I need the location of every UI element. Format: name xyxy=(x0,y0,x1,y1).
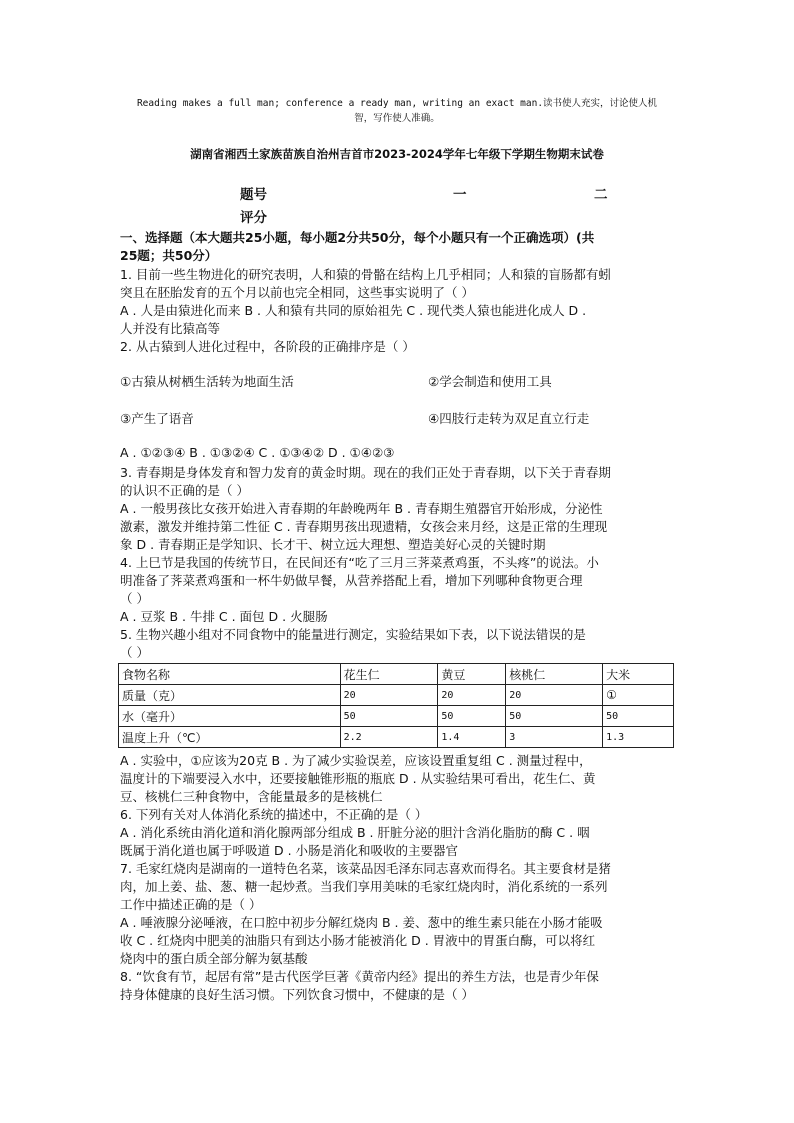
question-2-choices: A . ①②③④ B . ①③②④ C . ①③④② D . ①④②③ xyxy=(120,445,395,460)
question-2-option-2: ②学会制造和使用工具 xyxy=(428,374,552,389)
table-cell: 20 xyxy=(340,685,438,706)
question-3-choices: 象 D . 青春期正是学知识、长才干、树立远大理想、塑造美好心灵的关键时期 xyxy=(120,537,546,552)
table-cell: 大米 xyxy=(603,664,674,685)
table-cell: 50 xyxy=(506,706,603,727)
table-cell: 2.2 xyxy=(340,727,438,748)
table-row xyxy=(119,706,674,727)
question-7-choices: A . 唾液腺分泌唾液，在口腔中初步分解红烧肉 B . 姜、葱中的维生素只能在小肠才能吸 xyxy=(120,915,603,930)
question-5-choices: 豆、核桃仁三种食物中，含能量最多的是核桃仁 xyxy=(120,789,383,804)
question-8-line: 8. “饮食有节，起居有常”是古代医学巨著《黄帝内经》提出的养生方法，也是青少年保 xyxy=(120,969,599,984)
score-table-col-1: 一 xyxy=(453,187,467,203)
question-5-stem: （ ） xyxy=(120,645,149,660)
exam-title: 湖南省湘西土家族苗族自治州吉首市2023-2024学年七年级下学期生物期末试卷 xyxy=(190,147,604,161)
question-1-choices: A . 人是由猿进化而来 B . 人和猿有共同的原始祖先 C . 现代类人猿也能进化成人 D . xyxy=(120,303,587,318)
table-cell: 50 xyxy=(603,706,674,727)
question-6-choices: A . 消化系统由消化道和消化腺两部分组成 B . 肝脏分泌的胆汁含消化脂肪的酶 C . 咽 xyxy=(120,825,590,840)
question-3-choices: A . 一般男孩比女孩开始进入青春期的年龄晚两年 B . 青春期生殖器官开始形成，分泌性 xyxy=(120,501,603,516)
score-table-col-2: 二 xyxy=(594,187,608,203)
table-cell: 20 xyxy=(506,685,603,706)
question-3-line: 3. 青春期是身体发育和智力发育的黄金时期。现在的我们正处于青春期，以下关于青春期 xyxy=(120,465,611,480)
header-quote: Reading makes a full man; conference a ready man, writing an exact man.读书使人充实，讨论使人机智，写作使人准确。 xyxy=(136,98,658,124)
question-4-choices: A . 豆浆 B . 牛排 C . 面包 D . 火腿肠 xyxy=(120,609,328,624)
question-4-line: 4. 上巳节是我国的传统节日，在民间还有“吃了三月三荠菜煮鸡蛋，不头疼”的说法。小 xyxy=(120,555,599,570)
question-1-choices: 人并没有比猿高等 xyxy=(120,321,221,336)
table-row xyxy=(119,685,674,706)
question-2-option-3: ③产生了语音 xyxy=(120,411,194,426)
table-cell: 食物名称 xyxy=(119,664,341,685)
table-cell: 水（毫升） xyxy=(119,706,341,727)
table-cell: 质量（克） xyxy=(119,685,341,706)
question-5-choices: 温度计的下端要浸入水中，还要接触锥形瓶的瓶底 D . 从实验结果可看出，花生仁、黄 xyxy=(120,771,596,786)
question-7-choices: 收 C . 红烧肉中肥美的油脂只有到达小肠才能被消化 D . 胃液中的胃蛋白酶，可以将红 xyxy=(120,933,596,948)
table-cell: 1.4 xyxy=(438,727,506,748)
question-3-line: 的认识不正确的是（ ） xyxy=(120,483,249,498)
question-5-choices: A . 实验中，①应该为20克 B . 为了减少实验误差，应该设置重复组 C . 测量过程中， xyxy=(120,753,592,768)
question-2-option-1: ①古猿从树栖生活转为地面生活 xyxy=(120,374,294,389)
table-cell: 温度上升（℃） xyxy=(119,727,341,748)
score-table-label-pingfen: 评分 xyxy=(240,210,267,226)
table-cell: 50 xyxy=(438,706,506,727)
table-cell: 核桃仁 xyxy=(506,664,603,685)
question-8-line: 持身体健康的良好生活习惯。下列饮食习惯中，不健康的是（ ） xyxy=(120,987,474,1002)
question-1-line: 突且在胚胎发育的五个月以前也完全相同，这些事实说明了（ ） xyxy=(120,285,474,300)
table-header-row xyxy=(119,664,674,685)
score-table-label-tihao: 题号 xyxy=(240,187,267,203)
table-cell: 黄豆 xyxy=(438,664,506,685)
question-2-stem: 2. 从古猿到人进化过程中，各阶段的正确排序是（ ） xyxy=(120,339,415,354)
question-7-choices: 烧肉中的蛋白质全部分解为氨基酸 xyxy=(120,951,308,966)
table-cell: 花生仁 xyxy=(340,664,438,685)
table-cell: 50 xyxy=(340,706,438,727)
table-cell: 3 xyxy=(506,727,603,748)
food-energy-table xyxy=(118,663,674,748)
question-3-choices: 激素，激发并维持第二性征 C . 青春期男孩出现遗精，女孩会来月经，这是正常的生理现 xyxy=(120,519,608,534)
question-2-option-4: ④四肢行走转为双足直立行走 xyxy=(428,411,590,426)
table-cell: 1.3 xyxy=(603,727,674,748)
question-4-line: （ ） xyxy=(120,591,149,606)
question-5-stem: 5. 生物兴趣小组对不同食物中的能量进行测定，实验结果如下表，以下说法错误的是 xyxy=(120,627,586,642)
table-cell: 20 xyxy=(438,685,506,706)
question-7-line: 7. 毛家红烧肉是湖南的一道特色名菜，该菜品因毛泽东同志喜欢而得名。其主要食材是猪 xyxy=(120,861,611,876)
section-heading: 25题；共50分） xyxy=(120,248,218,263)
table-row xyxy=(119,727,674,748)
section-heading: 一、选择题（本大题共25小题，每小题2分共50分，每个小题只有一个正确选项）(共 xyxy=(120,230,595,245)
question-6-choices: 既属于消化道也属于呼吸道 D . 小肠是消化和吸收的主要器官 xyxy=(120,843,459,858)
question-7-line: 工作中描述正确的是（ ） xyxy=(120,897,262,912)
question-4-line: 明准备了荠菜煮鸡蛋和一杯牛奶做早餐，从营养搭配上看，增加下列哪种食物更合理 xyxy=(120,573,583,588)
question-6-stem: 6. 下列有关对人体消化系统的描述中，不正确的是（ ） xyxy=(120,807,428,822)
table-cell: ① xyxy=(603,685,674,706)
question-7-line: 肉，加上姜、盐、葱、糖一起炒煮。当我们享用美味的毛家红烧肉时，消化系统的一系列 xyxy=(120,879,608,894)
question-1-line: 1. 目前一些生物进化的研究表明，人和猿的骨骼在结构上几乎相同；人和猿的盲肠都有蚓 xyxy=(120,267,611,282)
